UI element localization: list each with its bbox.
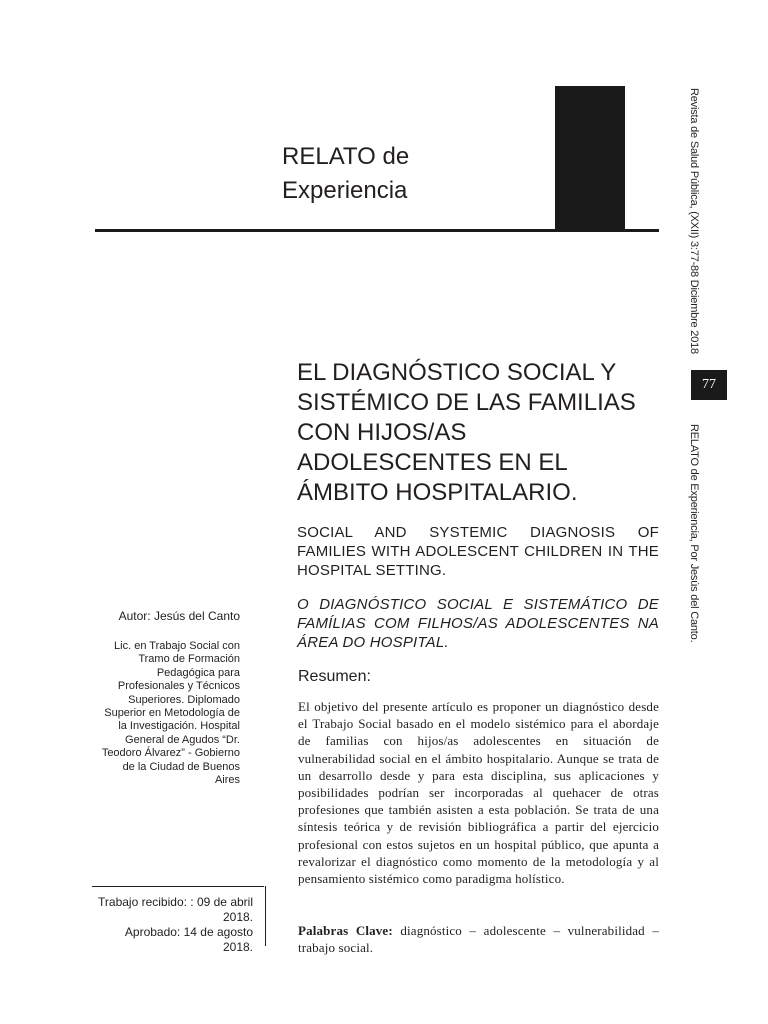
author-name: Autor: Jesús del Canto (118, 609, 240, 623)
keywords (298, 922, 659, 956)
section-label-experiencia: Experiencia (282, 177, 408, 204)
dates-vertical-divider (265, 886, 266, 946)
dates-divider (92, 886, 264, 887)
journal-citation: Revista de Salud Pública, (XXII) 3:77-88 Diciembre 2018 (688, 88, 700, 354)
article-title-portuguese: O DIAGNÓSTICO SOCIAL E SISTEMÁTICO DE FAMÍLIAS COM FILHOS/AS ADOLESCENTES NA ÁREA DO HOSPITAL. (297, 596, 659, 651)
section-citation: RELATO de Experiencia, Por Jesús del Canto. (688, 424, 700, 643)
section-label-relato: RELATO de (282, 143, 410, 170)
author-bio: Lic. en Trabajo Social con Tramo de Formación Pedagógica para Profesionales y Técnicos Superiores. Diplomado Superior en Metodología de la Investigación. Hospital General de Agudos “Dr. Teodoro Álvarez” - Gobierno de la Ciudad de Buenos Aires (101, 640, 240, 787)
date-approved: Aprobado: 14 de agosto 2018. (124, 925, 253, 954)
header-rule (95, 229, 659, 232)
article-title-english: SOCIAL AND SYSTEMIC DIAGNOSIS OF FAMILIES WITH ADOLESCENT CHILDREN IN THE HOSPITAL SETTING. (297, 524, 659, 579)
article-title-spanish: EL DIAGNÓSTICO SOCIAL Y SISTÉMICO DE LAS FAMILIAS CON HIJOS/AS ADOLESCENTES EN EL ÁMBITO HOSPITALARIO. (297, 359, 636, 506)
page-number: 77 (691, 370, 727, 400)
header-black-block (555, 86, 625, 230)
keywords-label: Palabras Clave: (298, 923, 393, 938)
date-received: Trabajo recibido: : 09 de abril 2018. (98, 895, 253, 924)
abstract-body: El objetivo del presente artículo es proponer un diagnóstico desde el Trabajo Social basado en el modelo sistémico para el abordaje de familias con hijos/as adolescentes en situación de vulnerabilidad social en el ámbito hospitalario. Aunque se trata de un desarrollo desde y para esta disciplina, sus aplicaciones y posibilidades podrían ser incorporadas al quehacer de otras profesiones que también asisten a esta población. Se trata de una síntesis teórica y de revisión bibliográfica a partir del ejercicio profesional con estos sujetos en un hospital público, que apunta a revalorizar el diagnóstico como momento de la metodología y al pensamiento sistémico como paradigma holístico. (298, 699, 659, 887)
submission-dates (96, 895, 253, 955)
abstract-heading: Resumen: (298, 668, 371, 685)
keywords-text: diagnóstico – adolescente – vulnerabilidad – trabajo social. (298, 923, 659, 956)
